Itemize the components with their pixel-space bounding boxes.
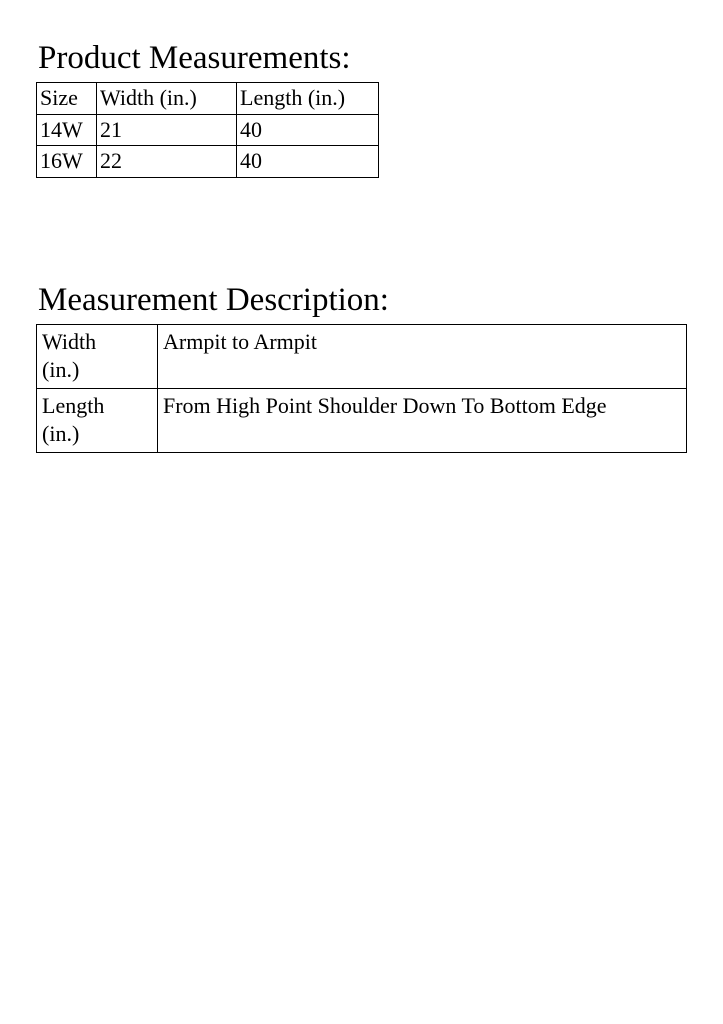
measurement-description-length: From High Point Shoulder Down To Bottom Edge <box>158 389 687 453</box>
column-header-length: Length (in.) <box>237 83 379 115</box>
product-measurements-table <box>36 82 379 178</box>
measurement-description-table <box>36 324 687 453</box>
table-row <box>37 146 379 178</box>
measurement-label-width <box>37 325 158 389</box>
cell-length: 40 <box>237 146 379 178</box>
document-page <box>0 0 723 453</box>
cell-width: 21 <box>97 114 237 146</box>
measurement-description-title: Measurement Description: <box>38 281 389 318</box>
label-main-text: Width <box>42 329 97 355</box>
product-measurements-title: Product Measurements: <box>38 40 351 76</box>
column-header-size: Size <box>37 83 97 115</box>
cell-length: 40 <box>237 114 379 146</box>
label-unit-text: (in.) <box>42 420 80 446</box>
table-header-row <box>37 83 379 115</box>
cell-size: 14W <box>37 114 97 146</box>
cell-size: 16W <box>37 146 97 178</box>
table-row <box>37 389 687 453</box>
table-row <box>37 325 687 389</box>
measurement-label-length <box>37 389 158 453</box>
label-main-text: Length <box>42 393 105 419</box>
measurement-description-width: Armpit to Armpit <box>158 325 687 389</box>
column-header-width: Width (in.) <box>97 83 237 115</box>
label-unit-text: (in.) <box>42 356 80 382</box>
cell-width: 22 <box>97 146 237 178</box>
table-row <box>37 114 379 146</box>
